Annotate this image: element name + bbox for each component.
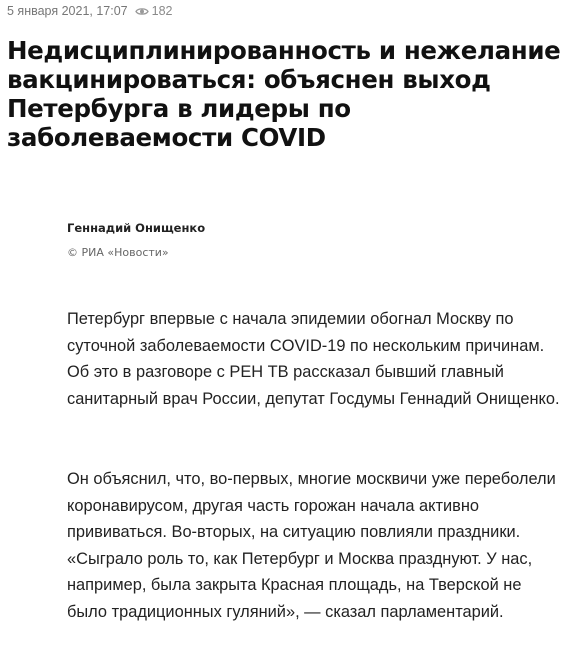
article-headline: Недисциплинированность и нежелание вакцинироваться: объяснен выход Петербурга в лидеры по заболеваемости COVID <box>7 36 561 152</box>
photo-credit: © РИА «Новости» <box>67 246 169 259</box>
article-paragraph-1: Петербург впервые с начала эпидемии обогнал Москву по суточной заболеваемости COVID-19 по нескольким причинам. Об это в разговоре с РЕН ТВ рассказал бывший главный санитарный врач России, депутат Госдумы Геннадий Онищенко. <box>67 310 560 408</box>
publish-date: 5 января 2021, 17:07 <box>7 4 128 18</box>
article-paragraph-2: Он объяснил, что, во-первых, многие москвичи уже переболели коронавирусом, другая часть горожан начала активно прививаться. Во-вторых, на ситуацию повлияли праздники. «Сыграло роль то, как Петербург и Москва празднуют. У нас, например, была закрыта Красная площадь, на Тверской не было традиционных гуляний», — сказал парламентарий. <box>67 470 556 621</box>
photo-caption-author: Геннадий Онищенко <box>67 221 206 235</box>
views-count: 182 <box>151 4 173 18</box>
article-meta <box>7 3 173 19</box>
eye-icon <box>135 7 149 16</box>
